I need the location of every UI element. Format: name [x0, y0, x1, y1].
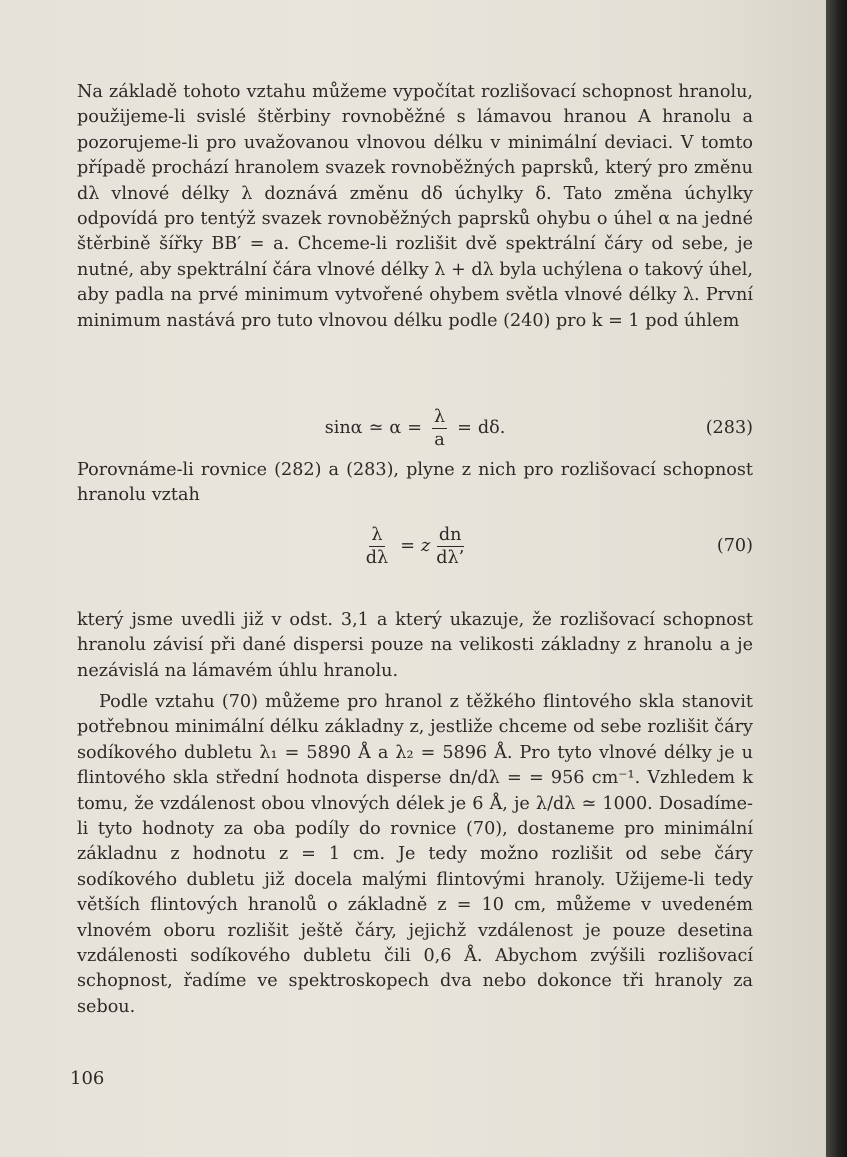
equation-283-number: (283): [705, 418, 753, 438]
eq70-left-fraction: [364, 525, 390, 568]
eq70-z: z: [420, 536, 431, 556]
eq70-right-numerator: dn: [438, 524, 462, 545]
equation-283-body: [77, 398, 753, 458]
paragraph-comparison: Porovnáme-li rovnice (282) a (283), plyne z nich pro rozlišovací schopnost hranolu vztah: [77, 460, 753, 506]
eq70-equals: =: [400, 536, 415, 556]
eq283-fraction: [432, 407, 447, 450]
equation-283: [77, 398, 753, 458]
eq70-right-denominator: dλ’: [436, 547, 465, 568]
paragraph-flint-example: Podle vztahu (70) můžeme pro hranol z těžkého flintového skla stanovit potřebnou minimální délku základny z, jestliže chceme od sebe rozlišit čáry sodíkového dubletu λ₁ = 5890 Å a λ₂ = 5896 Å. Pro tyto vlnové délky je u flintového skla střední hodnota disperse dn/dλ = = 956 cm⁻¹. Vzhledem k tomu, že vzdálenost obou vlnových délek je 6 Å, je λ/dλ ≃ 1000. Dosadíme-li tyto hodnoty za oba podíly do rovnice (70), dostaneme pro minimální základnu z hodnotu z = 1 cm. Je tedy možno rozlišit od sebe čáry sodíkového dubletu již docela malými flintovými hranoly. Užijeme-li tedy větších flintových hranolů o základně z = 10 cm, můžeme v uvedeném vlnovém oboru rozlišit ještě čáry, jejichž vzdálenost je pouze desetina vzdálenosti sodíkového dubletu čili 0,6 Å. Abychom zvýšili rozlišovací schopnost, řadíme ve spektroskopech dva nebo dokonce tři hranoly za sebou.: [77, 692, 753, 1017]
equation-70-number: (70): [716, 536, 753, 556]
book-spine-shadow: [826, 0, 847, 1157]
eq283-rhs: dδ.: [477, 418, 506, 438]
equation-70-body: [77, 516, 753, 576]
eq70-left-denominator: dλ: [365, 547, 389, 568]
eq283-denominator: a: [434, 429, 445, 450]
eq283-equals-1: =: [407, 418, 422, 438]
eq283-numerator: λ: [433, 406, 446, 427]
paragraph-resolving-power-intro: Na základě tohoto vztahu můžeme vypočítat rozlišovací schopnost hranolu, použijeme-li svislé štěrbiny rovnoběžné s lámavou hranou A hranolu a pozorujeme-li pro uvažovanou vlnovou délku v minimální deviaci. V tomto případě prochází hranolem svazek rovnoběžných paprsků, který pro změnu dλ vlnové délky λ doznává změnu dδ úchylky δ. Tato změna úchylky odpovídá pro tentýž svazek rovnoběžných paprsků ohybu o úhel α na jedné štěrbině šířky BB′ = a. Chceme-li rozlišit dvě spektrální čáry od sebe, je nutné, aby spektrální čára vlnové délky λ + dλ byla uchýlena o takový úhel, aby padla na prvé minimum vytvořené ohybem světla vlnové délky λ. První minimum nastává pro tuto vlnovou délku podle (240) pro k = 1 pod úhlem: [77, 82, 753, 331]
eq283-alpha: α: [389, 418, 402, 438]
page-number: 106: [70, 1068, 105, 1089]
equation-70: [77, 516, 753, 576]
eq283-lhs: sinα: [324, 418, 363, 438]
eq283-equals-2: =: [457, 418, 472, 438]
eq70-right-fraction: [434, 525, 466, 568]
eq70-left-numerator: λ: [371, 524, 383, 545]
paragraph-base-dependence: který jsme uvedli již v odst. 3,1 a který ukazuje, že rozlišovací schopnost hranolu závisí při dané dispersi pouze na velikosti základny z hranolu a je nezávislá na lámavém úhlu hranolu.: [77, 610, 753, 681]
eq283-approx: ≃: [368, 418, 384, 438]
